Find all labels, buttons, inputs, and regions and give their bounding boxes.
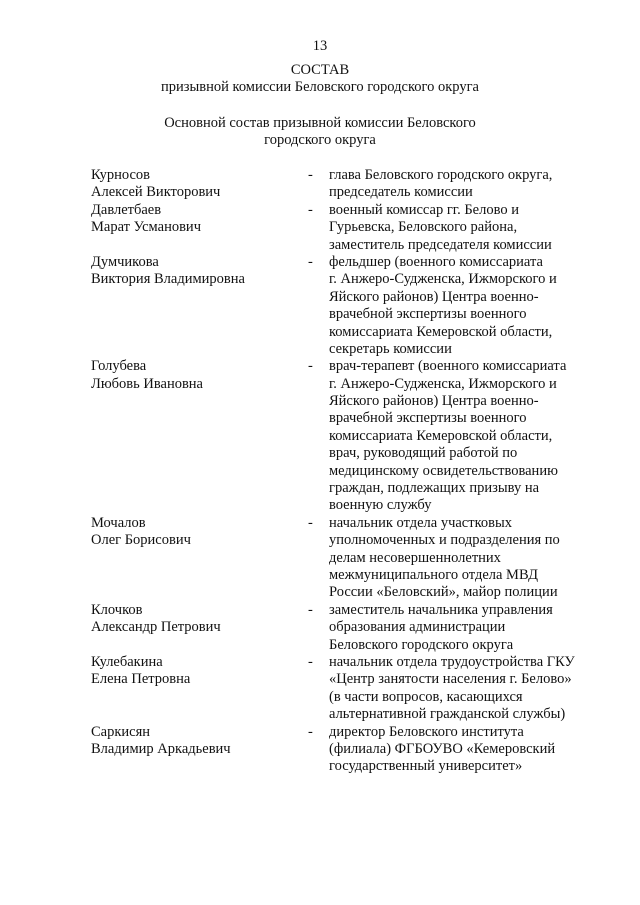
- member-position-line: фельдшер (военного комиссариата: [329, 253, 543, 270]
- member-position-line: заместитель начальника управления: [329, 601, 553, 618]
- member-row: [91, 167, 591, 202]
- page-number: 13: [312, 38, 328, 54]
- member-position-line: заместитель председателя комиссии: [329, 236, 552, 253]
- document-title: СОСТАВ: [290, 62, 350, 78]
- member-position-line: медицинскому освидетельствованию: [329, 462, 558, 479]
- dash-separator: -: [308, 514, 313, 531]
- member-position-line: врачебной экспертизы военного: [329, 306, 527, 323]
- member-name: [91, 515, 308, 602]
- member-name-line: Олег Борисович: [91, 532, 191, 549]
- member-position: [329, 602, 591, 654]
- member-position-line: альтернативной гражданской службы): [329, 706, 566, 723]
- member-position-line: (филиала) ФГБОУВО «Кемеровский: [329, 740, 556, 757]
- member-position-line: межмуниципального отдела МВД: [329, 566, 538, 583]
- member-position-line: комиссариата Кемеровской области,: [329, 427, 553, 444]
- member-name-line: Алексей Викторович: [91, 184, 221, 201]
- member-name-line: Кулебакина: [91, 653, 163, 670]
- member-name-line: Александр Петрович: [91, 619, 221, 636]
- member-name: [91, 602, 308, 654]
- member-position-line: Беловского городского округа: [329, 636, 514, 653]
- member-row: [91, 724, 591, 776]
- member-name-line: Давлетбаев: [91, 201, 162, 218]
- member-position-line: России «Беловский», майор полиции: [329, 584, 558, 601]
- member-position-line: врач-терапевт (военного комиссариата: [329, 358, 567, 375]
- member-position: [329, 654, 591, 724]
- member-position-line: глава Беловского городского округа,: [329, 167, 553, 183]
- member-position: [329, 515, 591, 602]
- member-position-line: военный комиссар гг. Белово и: [329, 201, 519, 218]
- member-name-line: Курносов: [91, 167, 150, 183]
- member-position: [329, 724, 591, 776]
- dash-separator: -: [308, 358, 313, 375]
- member-position-line: врач, руководящий работой по: [329, 445, 518, 462]
- member-name-line: Клочков: [91, 601, 143, 618]
- member-row: [91, 254, 591, 358]
- member-position-line: начальник отдела трудоустройства ГКУ: [329, 653, 575, 670]
- member-position-line: граждан, подлежащих призыву на: [329, 480, 540, 497]
- title-block: [0, 62, 640, 97]
- member-row: [91, 654, 591, 724]
- member-position-line: г. Анжеро-Судженска, Ижморского и: [329, 375, 557, 392]
- member-name-line: Мочалов: [91, 514, 146, 531]
- dash-separator: -: [308, 201, 313, 218]
- member-row: [91, 202, 591, 254]
- member-name-line: Саркисян: [91, 723, 151, 740]
- dash-separator: -: [308, 723, 313, 740]
- dash-separator: -: [308, 167, 313, 183]
- member-name: [91, 167, 308, 202]
- section-title: [0, 115, 640, 150]
- member-position-line: врачебной экспертизы военного: [329, 410, 527, 427]
- member-row: [91, 602, 591, 654]
- member-position-line: (в части вопросов, касающихся: [329, 688, 523, 705]
- member-name: [91, 358, 308, 515]
- member-position-line: начальник отдела участковых: [329, 514, 512, 531]
- member-name-line: Виктория Владимировна: [91, 271, 245, 288]
- member-position-line: секретарь комиссии: [329, 340, 452, 357]
- member-position: [329, 254, 591, 358]
- member-name-line: Марат Усманович: [91, 219, 201, 236]
- member-position-line: г. Анжеро-Судженска, Ижморского и: [329, 271, 557, 288]
- member-position-line: Яйского районов) Центра военно-: [329, 288, 539, 305]
- member-name-line: Любовь Ивановна: [91, 375, 203, 392]
- member-name-line: Елена Петровна: [91, 671, 191, 688]
- section-title-line: Основной состав призывной комиссии Беловского: [164, 115, 476, 131]
- member-position-line: государственный университет»: [329, 758, 523, 775]
- member-position-line: комиссариата Кемеровской области,: [329, 323, 553, 340]
- members-list: [91, 167, 591, 776]
- member-name: [91, 724, 308, 776]
- member-position-line: Яйского районов) Центра военно-: [329, 393, 539, 410]
- member-position: [329, 202, 591, 254]
- member-name: [91, 654, 308, 724]
- member-position-line: директор Беловского института: [329, 723, 524, 740]
- member-name-line: Голубева: [91, 358, 147, 375]
- member-row: [91, 515, 591, 602]
- member-position: [329, 358, 591, 515]
- member-position-line: Гурьевска, Беловского района,: [329, 219, 518, 236]
- member-position-line: председатель комиссии: [329, 184, 473, 201]
- document-subtitle: призывной комиссии Беловского городского округа: [161, 79, 479, 96]
- member-row: [91, 358, 591, 515]
- dash-separator: -: [308, 601, 313, 618]
- member-position: [329, 167, 591, 202]
- member-name: [91, 202, 308, 254]
- dash-separator: -: [308, 653, 313, 670]
- member-position-line: делам несовершеннолетних: [329, 549, 501, 566]
- member-position-line: уполномоченных и подразделения по: [329, 532, 560, 549]
- member-name: [91, 254, 308, 358]
- member-name-line: Думчикова: [91, 253, 159, 270]
- member-position-line: образования администрации: [329, 619, 506, 636]
- member-position-line: военную службу: [329, 497, 432, 514]
- section-title-line: городского округа: [264, 132, 376, 149]
- member-position-line: «Центр занятости населения г. Белово»: [329, 671, 572, 688]
- member-name-line: Владимир Аркадьевич: [91, 740, 231, 757]
- dash-separator: -: [308, 253, 313, 270]
